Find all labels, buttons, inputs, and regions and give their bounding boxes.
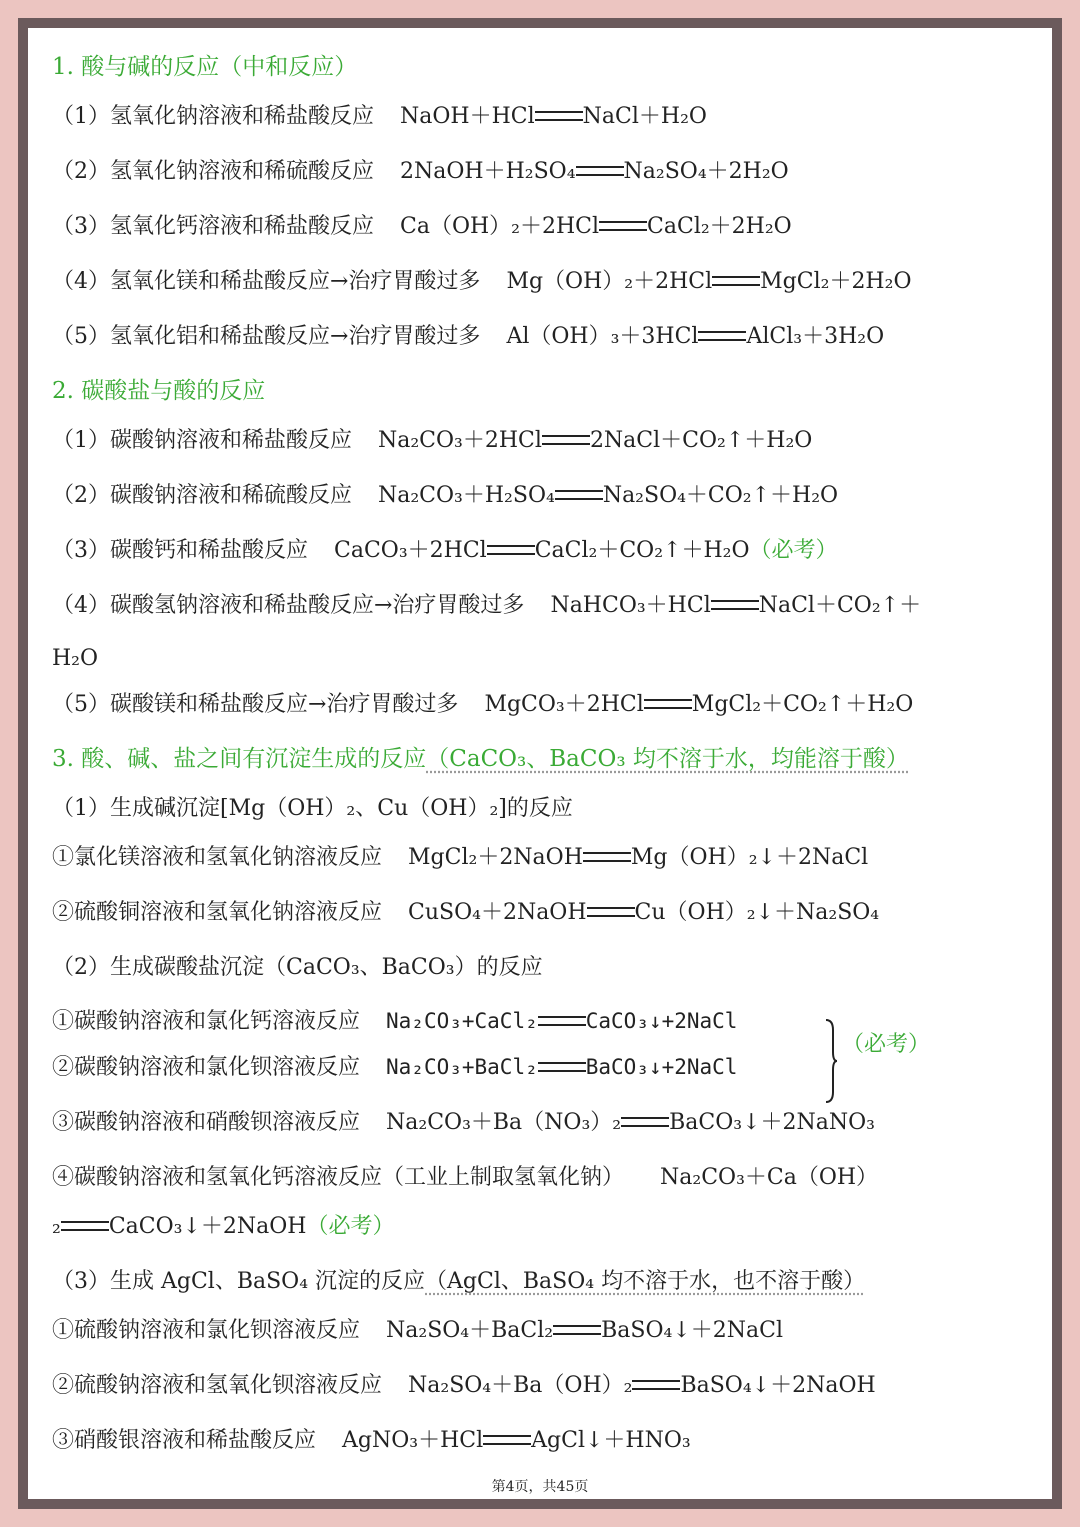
reaction-label: （1）氢氧化钠溶液和稀盐酸反应 — [52, 104, 374, 129]
reaction-label: ①氯化镁溶液和氢氧化钠溶液反应 — [52, 845, 383, 870]
reaction-label: （4）氢氧化镁和稀盐酸反应→治疗胃酸过多 — [52, 269, 481, 294]
equation-right: NaCl＋H₂O — [582, 104, 707, 129]
subheading-text: （3）生成 AgCl、BaSO₄ 沉淀的反应 — [52, 1269, 426, 1294]
section-1-title: 1. 酸与碱的反应（中和反应） — [52, 54, 358, 80]
equation-right: Na₂SO₄＋CO₂↑＋H₂O — [602, 483, 839, 508]
equals-sign — [583, 852, 631, 862]
equals-sign — [61, 1221, 109, 1231]
equation-left: Na₂CO₃＋Ca（OH） — [660, 1165, 879, 1190]
equation-left: CaCO₃＋2HCl — [334, 538, 487, 563]
equation-right: BaCO₃↓+2NaCl — [585, 1055, 738, 1079]
must-test-note: （必考） — [842, 1032, 931, 1057]
equals-sign — [621, 1117, 669, 1127]
reaction-1-2 — [52, 157, 789, 187]
equation-right: Cu（OH）₂↓＋Na₂SO₄ — [634, 900, 880, 925]
equation-right: CaCO₃↓+2NaCl — [585, 1009, 738, 1033]
reaction-label: ①碳酸钠溶液和氯化钙溶液反应 — [52, 1009, 361, 1034]
equation-right: BaSO₄↓＋2NaCl — [601, 1318, 783, 1343]
section-2-title: 2. 碳酸盐与酸的反应 — [52, 378, 266, 404]
right-brace — [824, 1018, 838, 1104]
reaction-label: （5）碳酸镁和稀盐酸反应→治疗胃酸过多 — [52, 692, 459, 717]
reaction-3-b4-continued — [52, 1212, 395, 1242]
equals-sign — [587, 907, 635, 917]
equation-left: Al（OH）₃＋3HCl — [506, 324, 699, 349]
reaction-3-a2 — [52, 898, 879, 928]
equation-left: Na₂SO₄＋BaCl₂ — [386, 1318, 554, 1343]
reaction-3-b4 — [52, 1163, 878, 1193]
equation-right: AlCl₃＋3H₂O — [746, 324, 885, 349]
equation-right: MgCl₂＋2H₂O — [760, 269, 912, 294]
reaction-2-4-continued: H₂O — [52, 646, 99, 671]
reaction-label: （1）碳酸钠溶液和稀盐酸反应 — [52, 428, 352, 453]
equals-sign — [632, 1380, 680, 1390]
reaction-label: ③碳酸钠溶液和硝酸钡溶液反应 — [52, 1110, 361, 1135]
reaction-label: ③硝酸银溶液和稀盐酸反应 — [52, 1428, 317, 1453]
section-3-note: （CaCO₃、BaCO₃ 均不溶于水，均能溶于酸） — [426, 746, 909, 772]
equation-left: Na₂CO₃+CaCl₂ — [386, 1009, 538, 1033]
equals-sign — [542, 435, 590, 445]
equation-right: CaCl₂＋2H₂O — [647, 214, 792, 239]
equals-sign — [698, 331, 746, 341]
equation-right: Mg（OH）₂↓＋2NaCl — [630, 845, 869, 870]
equals-sign — [711, 600, 759, 610]
reaction-3-b1 — [52, 1006, 737, 1037]
reaction-2-1 — [52, 426, 812, 456]
section-3-title — [52, 744, 909, 774]
equation-left: NaOH＋HCl — [400, 104, 535, 129]
equals-sign — [487, 545, 535, 555]
equation-right: 2NaCl＋CO₂↑＋H₂O — [589, 428, 813, 453]
equals-sign — [599, 221, 647, 231]
must-test-note: （必考） — [749, 538, 838, 563]
reaction-1-3 — [52, 212, 792, 242]
subheading-3-3 — [52, 1267, 865, 1297]
equation-left: MgCO₃＋2HCl — [484, 692, 644, 717]
equals-sign — [555, 490, 603, 500]
equals-sign — [712, 276, 760, 286]
equation-left-cont: ₂ — [52, 1214, 61, 1239]
document-page — [28, 28, 1052, 1499]
equals-sign — [483, 1435, 531, 1445]
equation-right: Na₂SO₄＋2H₂O — [623, 159, 789, 184]
reaction-3-a1 — [52, 843, 868, 873]
reaction-2-5 — [52, 690, 913, 720]
subheading-note: （AgCl、BaSO₄ 均不溶于水，也不溶于酸） — [425, 1269, 866, 1294]
reaction-label: ①硫酸钠溶液和氯化钡溶液反应 — [52, 1318, 361, 1343]
reaction-label: （2）碳酸钠溶液和稀硫酸反应 — [52, 483, 352, 508]
equals-sign — [535, 111, 583, 121]
equation-left: Na₂CO₃+BaCl₂ — [386, 1055, 538, 1079]
equals-sign — [644, 699, 692, 709]
reaction-2-3 — [52, 536, 838, 566]
equation-left: 2NaOH＋H₂SO₄ — [400, 159, 576, 184]
equation-left: Na₂CO₃＋Ba（NO₃）₂ — [386, 1110, 622, 1135]
reaction-1-1 — [52, 102, 707, 132]
equation-right: CaCl₂＋CO₂↑＋H₂O — [534, 538, 750, 563]
equals-sign — [553, 1325, 601, 1335]
equals-sign — [576, 166, 624, 176]
equation-left: MgCl₂＋2NaOH — [408, 845, 583, 870]
section-3-heading: 3. 酸、碱、盐之间有沉淀生成的反应 — [52, 746, 427, 772]
equation-left: Na₂CO₃＋H₂SO₄ — [378, 483, 555, 508]
equation-right: BaSO₄↓＋2NaOH — [680, 1373, 876, 1398]
equation-left: CuSO₄＋2NaOH — [408, 900, 587, 925]
equation-left: AgNO₃＋HCl — [342, 1428, 484, 1453]
reaction-label: ②硫酸钠溶液和氢氧化钡溶液反应 — [52, 1373, 383, 1398]
reaction-label: （5）氢氧化铝和稀盐酸反应→治疗胃酸过多 — [52, 324, 481, 349]
equation-right: BaCO₃↓＋2NaNO₃ — [669, 1110, 875, 1135]
equals-sign — [538, 1016, 586, 1026]
equation-right: AgCl↓＋HNO₃ — [531, 1428, 691, 1453]
reaction-label: ②碳酸钠溶液和氯化钡溶液反应 — [52, 1055, 361, 1080]
reaction-2-2 — [52, 481, 838, 511]
reaction-1-5 — [52, 322, 884, 352]
page-number: 第4页，共45页 — [491, 1479, 589, 1495]
reaction-3-c1 — [52, 1316, 783, 1346]
equation-left: Na₂SO₄＋Ba（OH）₂ — [408, 1373, 633, 1398]
must-test-note: （必考） — [306, 1214, 395, 1239]
reaction-3-b2 — [52, 1052, 737, 1083]
reaction-1-4 — [52, 267, 911, 297]
reaction-2-4 — [52, 591, 921, 621]
reaction-3-b3 — [52, 1108, 875, 1138]
subheading-3-2: （2）生成碳酸盐沉淀（CaCO₃、BaCO₃）的反应 — [52, 955, 543, 980]
equation-right: NaCl＋CO₂↑＋ — [758, 593, 922, 618]
equation-left: Ca（OH）₂＋2HCl — [400, 214, 600, 239]
reaction-3-c2 — [52, 1371, 876, 1401]
reaction-3-c3 — [52, 1426, 691, 1456]
equation-right: MgCl₂＋CO₂↑＋H₂O — [691, 692, 914, 717]
reaction-label: （2）氢氧化钠溶液和稀硫酸反应 — [52, 159, 374, 184]
subheading-3-1: （1）生成碱沉淀[Mg（OH）₂、Cu（OH）₂]的反应 — [52, 796, 573, 821]
equation-left: Mg（OH）₂＋2HCl — [506, 269, 713, 294]
reaction-label: （3）碳酸钙和稀盐酸反应 — [52, 538, 308, 563]
equals-sign — [538, 1062, 586, 1072]
equation-right: CaCO₃↓＋2NaOH — [108, 1214, 307, 1239]
equation-left: Na₂CO₃＋2HCl — [378, 428, 542, 453]
reaction-label: （3）氢氧化钙溶液和稀盐酸反应 — [52, 214, 374, 239]
reaction-label: ④碳酸钠溶液和氢氧化钙溶液反应（工业上制取氢氧化钠） — [52, 1165, 625, 1190]
reaction-label: ②硫酸铜溶液和氢氧化钠溶液反应 — [52, 900, 383, 925]
equation-left: NaHCO₃＋HCl — [550, 593, 711, 618]
reaction-label: （4）碳酸氢钠溶液和稀盐酸反应→治疗胃酸过多 — [52, 593, 525, 618]
